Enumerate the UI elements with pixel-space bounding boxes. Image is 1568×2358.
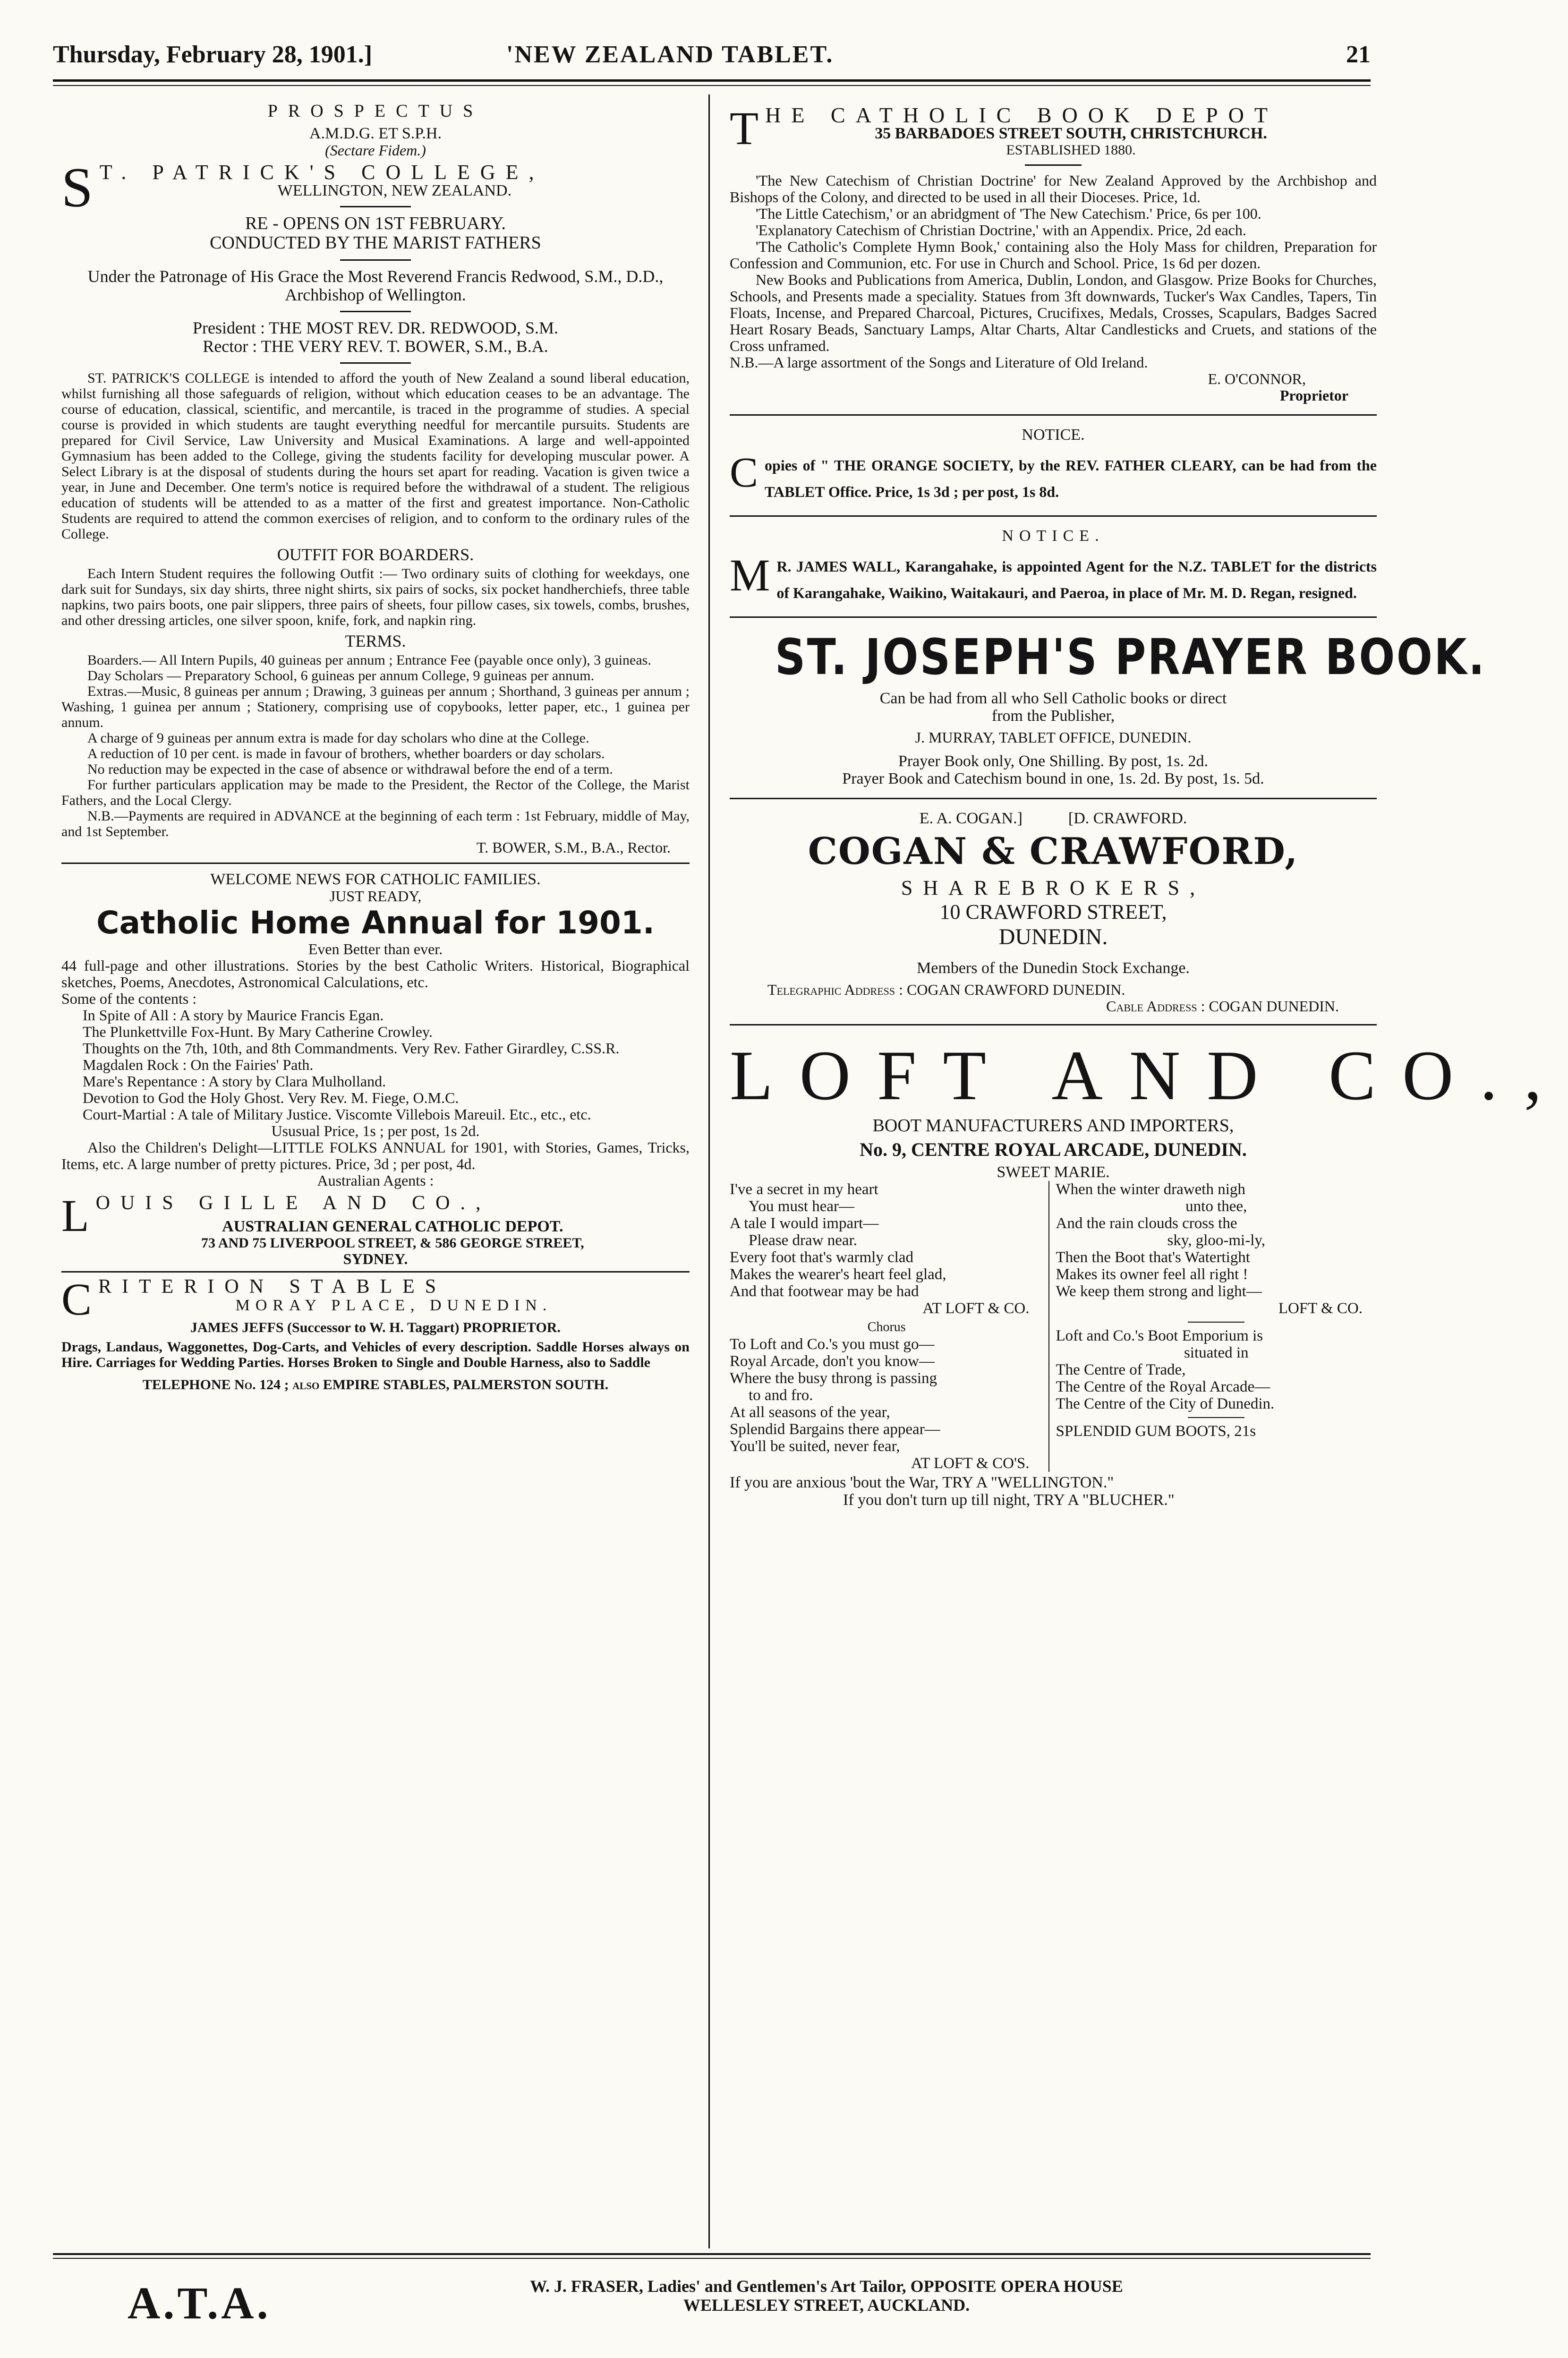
header-rule (53, 79, 1371, 82)
depot-address: 35 BARBADOES STREET SOUTH, CHRISTCHURCH. (875, 125, 1267, 142)
divider (340, 206, 411, 207)
cogan-members: Members of the Dunedin Stock Exchange. (917, 959, 1190, 977)
left-column (61, 102, 690, 1393)
divider (1025, 164, 1082, 166)
verse-line: We keep them strong and light— (1056, 1283, 1262, 1300)
divider (340, 311, 411, 312)
section-rule (61, 863, 690, 864)
annual-tagline: Even Better than ever. (308, 940, 443, 957)
poem-left (730, 1181, 1049, 1472)
criterion-telephone: TELEPHONE No. 124 ; also EMPIRE STABLES, PALMERSTON SOUTH. (142, 1377, 609, 1393)
gille-dropcap: L (61, 1190, 89, 1241)
fraser-line1: W. J. FRASER, Ladies' and Gentlemen's Art Tailor, OPPOSITE OPERA HOUSE (530, 2277, 1123, 2296)
page-header (53, 37, 1371, 76)
gum-boots-line: SPLENDID GUM BOOTS, 21s (1056, 1423, 1256, 1440)
prospectus-heading: PROSPECTUS (267, 101, 484, 121)
gille-city: SYDNEY. (343, 1250, 408, 1267)
header-date: Thursday, February 28, 1901.] (53, 41, 373, 68)
chorus-line: Where the busy throng is passing (730, 1370, 937, 1387)
section-rule (730, 515, 1377, 517)
cogan-name: COGAN & CRAWFORD, (808, 830, 1299, 873)
fraser-ad (378, 2277, 1275, 2315)
annual-description: 44 full-page and other illustrations. Stories by the best Catholic Writers. Historical, Biographical sketches, Poems, Anecdotes, Astronomical Calculations, etc. (61, 957, 690, 991)
emporium-line: The Centre of Trade, (1056, 1361, 1186, 1378)
college-title-block (61, 156, 690, 219)
rector-line: Rector : THE VERY REV. T. BOWER, S.M., B.A. (203, 337, 548, 356)
outfit-heading: OUTFIT FOR BOARDERS. (277, 545, 474, 564)
just-ready-line: JUST READY, (329, 888, 422, 905)
depot-title: HE CATHOLIC BOOK DEPOT (765, 103, 1278, 127)
criterion-services: Drags, Landaus, Waggonettes, Dog-Carts, and Vehicles of every description. Saddle Horses always on Hire. Carriages for Wedding Parties. Horses Broken to Single and Double Harness, also to Saddle (61, 1339, 690, 1370)
prayer-book-title: ST. JOSEPH'S PRAYER BOOK. (775, 628, 1486, 686)
agent-notice (730, 527, 1377, 606)
cogan-telegraphic: Telegraphic Address : COGAN CRAWFORD DUNEDIN. (767, 981, 1125, 998)
college-motto: (Sectare Fidem.) (325, 142, 426, 159)
terms-item: For further particulars application may be made to the President, the Rector of the College, the Marist Fathers, and the Local Clergy. (61, 777, 690, 808)
terms-item: Day Scholars — Preparatory School, 6 guineas per annum College, 9 guineas per annum. (87, 668, 595, 683)
notice1-dropcap: C (730, 449, 758, 496)
poem-right (1049, 1181, 1377, 1472)
depot-item: 'The Catholic's Complete Hymn Book,' containing also the Holy Mass for children, Preparation for Confession and Communion, etc. For use in Church and School. Price, 1s 6d per dozen. (730, 238, 1377, 272)
header-page-number: 21 (1346, 41, 1371, 68)
emporium-line: Loft and Co.'s Boot Emporium is (1056, 1327, 1263, 1344)
divider (340, 259, 411, 261)
criterion-proprietor: JAMES JEFFS (Successor to W. H. Taggart) PROPRIETOR. (190, 1320, 561, 1335)
header-title: 'NEW ZEALAND TABLET. (506, 41, 834, 68)
gille-name: OUIS GILLE AND CO., (95, 1192, 491, 1214)
depot-item: 'The Little Catechism,' or an abridgment of 'The New Catechism.' Price, 6s per 100. (756, 205, 1261, 222)
agents-label: Australian Agents : (317, 1172, 434, 1189)
section-rule (730, 414, 1377, 416)
st-josephs-prayer-book-ad (730, 628, 1486, 787)
contents-item: Mare's Repentance : A story by Clara Mulholland. (83, 1073, 386, 1090)
prayer-book-line1: Can be had from all who Sell Catholic books or direct (879, 690, 1227, 707)
right-column (730, 102, 1568, 1509)
verse-line: Then the Boot that's Watertight (1056, 1249, 1250, 1266)
emporium-line: situated in (1184, 1344, 1249, 1361)
amdg-line: A.M.D.G. ET S.P.H. (309, 125, 442, 142)
chorus-line: Royal Arcade, don't you know— (730, 1353, 935, 1370)
college-dropcap: S (61, 156, 93, 219)
criterion-title: RITERION STABLES (98, 1276, 447, 1298)
terms-item: A charge of 9 guineas per annum extra is made for day scholars who dine at the College. (87, 730, 589, 746)
college-location: WELLINGTON, NEW ZEALAND. (277, 182, 512, 199)
criterion-dropcap: C (61, 1274, 92, 1324)
terms-item: N.B.—Payments are required in ADVANCE at the beginning of each term : 1st February, middle of May, and 1st September. (61, 808, 690, 839)
rector-signature: T. BOWER, S.M., B.A., Rector. (477, 839, 671, 856)
divider (1188, 1322, 1244, 1323)
patronage-line: Under the Patronage of His Grace the Most Reverend Francis Redwood, S.M., D.D., Archbishop of Wellington. (87, 267, 664, 304)
verse-line: Makes its owner feel all right ! (1056, 1266, 1248, 1283)
prayer-book-price1: Prayer Book only, One Shilling. By post, 1s. 2d. (898, 752, 1209, 770)
depot-owner: E. O'CONNOR, (1208, 370, 1306, 387)
little-folks-annual: Also the Children's Delight—LITTLE FOLKS ANNUAL for 1901, with Stories, Games, Tricks, Items, etc. A large number of pretty pictures. Price, 3d ; per post, 4d. (61, 1139, 690, 1172)
reopens-line: RE - OPENS ON 1ST FEBRUARY. (245, 214, 506, 233)
cogan-crawford-ad (730, 810, 1377, 1015)
verse-line: LOFT & CO. (1278, 1300, 1363, 1317)
partner-cogan: E. A. COGAN.] (919, 810, 1023, 827)
chorus-line: To Loft and Co.'s you must go— (730, 1336, 935, 1353)
chorus-line: AT LOFT & CO'S. (911, 1455, 1030, 1472)
section-rule (730, 616, 1377, 618)
orange-society-notice (730, 426, 1377, 505)
chorus-line: At all seasons of the year, (730, 1404, 890, 1421)
loft-war-line: If you are anxious 'bout the War, TRY A "WELLINGTON." (730, 1474, 1114, 1491)
loft-address: No. 9, CENTRE ROYAL ARCADE, DUNEDIN. (860, 1139, 1247, 1160)
depot-dropcap: T (730, 102, 759, 154)
loft-night-line: If you don't turn up till night, TRY A "BLUCHER." (843, 1491, 1175, 1509)
verse-line: I've a secret in my heart (730, 1181, 878, 1198)
depot-item: 'The New Catechism of Christian Doctrine' for New Zealand Approved by the Archbishop and Bishops of the Colony, and directed to be used in all their Dioceses. Price, 1d. (730, 172, 1377, 205)
notice2-dropcap: M (730, 550, 770, 600)
loft-and-co-ad (730, 1035, 1568, 1509)
contents-item: Thoughts on the 7th, 10th, and 8th Commandments. Very Rev. Father Girardley, C.SS.R. (83, 1040, 620, 1057)
st-patricks-college-ad (61, 102, 690, 856)
contents-item: Devotion to God the Holy Ghost. Very Rev. M. Fiege, O.M.C. (83, 1089, 459, 1106)
depot-nb: N.B.—A large assortment of the Songs and Literature of Old Ireland. (730, 354, 1148, 371)
contents-item: The Plunkettville Fox-Hunt. By Mary Catherine Crowley. (83, 1023, 433, 1040)
chorus-line: You'll be suited, never fear, (730, 1438, 900, 1455)
section-rule (61, 1271, 690, 1273)
notice1-text: opies of " THE ORANGE SOCIETY, by the REV. FATHER CLEARY, can be had from the TABLET Office. Price, 1s 3d ; per post, 1s 8d. (765, 457, 1377, 500)
catholic-book-depot-ad (730, 102, 1377, 404)
louis-gille-ad (61, 1190, 690, 1267)
cogan-street: 10 CRAWFORD STREET, (939, 900, 1167, 923)
catholic-home-annual-ad (61, 871, 690, 1189)
divider (1188, 1417, 1244, 1418)
verse-line: Every foot that's warmly clad (730, 1249, 913, 1266)
divider (340, 362, 411, 364)
contents-item: In Spite of All : A story by Maurice Francis Egan. (83, 1007, 384, 1024)
prayer-book-line2: from the Publisher, (991, 707, 1115, 725)
emporium-line: The Centre of the Royal Arcade— (1056, 1378, 1270, 1395)
prayer-book-price2: Prayer Book and Catechism bound in one, 1s. 2d. By post, 1s. 5d. (842, 770, 1264, 787)
contents-item: Court-Martial : A tale of Military Justice. Viscomte Villebois Mareuil. Etc., etc., etc. (83, 1106, 591, 1123)
verse-line: You must hear— (749, 1198, 854, 1215)
gille-address: 73 AND 75 LIVERPOOL STREET, & 586 GEORGE STREET, (201, 1235, 584, 1251)
notice2-text: R. JAMES WALL, Karangahake, is appointed Agent for the N.Z. TABLET for the districts of Karangahake, Waikino, Waitakauri, and Paeroa, in place of Mr. M. D. Regan, resigned. (776, 558, 1377, 601)
loft-name: LOFT AND CO., (730, 1036, 1568, 1115)
verse-line: unto thee, (1185, 1198, 1247, 1215)
cogan-profession: SHAREBROKERS, (901, 876, 1206, 899)
section-rule (730, 1024, 1377, 1025)
college-intro: ST. PATRICK'S COLLEGE is intended to afford the youth of New Zealand a sound liberal education, whilst furnishing all those safeguards of religion, without which education ceases to be an advantage. The course of education, classical, scientific, and mercantile, is traced in the programme of studies. A special course is provided in which students are taught everything needful for mercantile pursuits. Students are prepared for Civil Service, Law University and Musical Examinations. A large and well-appointed Gymnasium has been added to the College, giving the students facility for developing muscular power. A Select Library is at the disposal of students during the hours set apart for reading. Vacation is given twice a year, in June and December. One term's notice is required before the withdrawal of a student. The religious education of students will be attended to as a matter of the first and greatest importance. Non-Catholic Students are required to attend the common exercises of religion, and to conform to the ordinary rules of the College. (61, 370, 690, 542)
terms-item: A reduction of 10 per cent. is made in favour of brothers, whether boarders or day scholars. (87, 746, 605, 761)
welcome-line: WELCOME NEWS FOR CATHOLIC FAMILIES. (210, 871, 541, 888)
header-rule-thin (53, 85, 1371, 86)
cogan-city: DUNEDIN. (998, 924, 1108, 949)
loft-poem (730, 1181, 1377, 1472)
gille-depot: AUSTRALIAN GENERAL CATHOLIC DEPOT. (222, 1218, 563, 1235)
depot-item: New Books and Publications from America, Dublin, London, and Glasgow. Prize Books for Churches, Schools, and Presents made a speciality. Statues from 3ft downwards, Tucker's Wax Candles, Tapers, Tin Floats, Incense, and Prepared Charcoal, Pictures, Crucifixes, Medals, Crosses, Scapulars, Badges Sacred Heart Rosary Beads, Sanctuary Lamps, Altar Charts, Altar Candlesticks and Cruets, and stations of the Cross unframed. (730, 271, 1377, 354)
partner-crawford: [D. CRAWFORD. (1068, 810, 1187, 827)
emporium-line: The Centre of the City of Dunedin. (1056, 1395, 1275, 1412)
cogan-partners (730, 810, 1377, 827)
footer-rule-thin (53, 2258, 1371, 2259)
annual-price: Ususual Price, 1s ; per post, 1s 2d. (271, 1122, 480, 1139)
notice-heading: NOTICE. (1002, 527, 1105, 545)
notice-heading: NOTICE. (1022, 426, 1085, 444)
outfit-text: Each Intern Student requires the following Outfit :— Two ordinary suits of clothing for weekdays, one dark suit for Sundays, six day shirts, three night shirts, six pairs of socks, six pocket handherchiefs, three table napkins, two pairs boots, one pair slippers, three pairs of sheets, four pillow cases, six towels, combs, brushes, and other dressing articles, one silver spoon, knife, fork, and napkin ring. (61, 566, 690, 628)
section-rule (730, 798, 1377, 799)
president-line: President : THE MOST REV. DR. REDWOOD, S.M. (192, 318, 559, 337)
verse-line: A tale I would impart— (730, 1215, 879, 1232)
contents-item: Magdalen Rock : On the Fairies' Path. (83, 1056, 314, 1073)
verse-line: AT LOFT & CO. (922, 1300, 1030, 1317)
depot-owner-title: Proprietor (1279, 387, 1348, 404)
college-title: T. PATRICK'S COLLEGE, (99, 161, 545, 184)
depot-item: 'Explanatory Catechism of Christian Doctrine,' with an Appendix. Price, 2d each. (756, 222, 1246, 239)
loft-trade: BOOT MANUFACTURERS AND IMPORTERS, (872, 1116, 1234, 1136)
verse-line: Please draw near. (749, 1232, 857, 1249)
chorus-line: to and fro. (749, 1387, 813, 1404)
criterion-place: MORAY PLACE, DUNEDIN. (235, 1297, 553, 1314)
conducted-line: CONDUCTED BY THE MARIST FATHERS (210, 233, 541, 253)
cogan-cable: Cable Address : COGAN DUNEDIN. (1106, 998, 1339, 1015)
loft-song-title: SWEET MARIE. (997, 1163, 1110, 1181)
verse-line: When the winter draweth nigh (1056, 1181, 1245, 1198)
terms-item: Extras.—Music, 8 guineas per annum ; Drawing, 3 guineas per annum ; Shorthand, 3 guineas per annum ; Washing, 1 guinea per annum ; Stationery, comprising use of copybooks, letter paper, etc., 1 guinea per annum. (61, 683, 690, 730)
verse-line: And that footwear may be had (730, 1283, 919, 1300)
chorus-label: Chorus (867, 1320, 906, 1334)
terms-item: Boarders.— All Intern Pupils, 40 guineas per annum ; Entrance Fee (payable once only), 3 guineas. (87, 652, 651, 668)
verse-line: And the rain clouds cross the (1056, 1215, 1237, 1232)
depot-established: ESTABLISHED 1880. (1006, 142, 1136, 158)
contents-label: Some of the contents : (61, 990, 197, 1007)
footer-rule (53, 2253, 1371, 2255)
verse-line: sky, gloo-mi-ly, (1167, 1232, 1265, 1249)
verse-line: Makes the wearer's heart feel glad, (730, 1266, 946, 1283)
fraser-line2: WELLESLEY STREET, AUCKLAND. (683, 2296, 970, 2315)
prayer-book-publisher: J. MURRAY, TABLET OFFICE, DUNEDIN. (915, 729, 1192, 746)
criterion-stables-ad (61, 1274, 690, 1393)
annual-title: Catholic Home Annual for 1901. (96, 905, 655, 941)
terms-item: No reduction may be expected in the case of absence or withdrawal before the end of a term. (87, 761, 613, 777)
chorus-line: Splendid Bargains there appear— (730, 1421, 940, 1438)
terms-heading: TERMS. (345, 632, 406, 650)
column-divider (708, 94, 710, 2248)
ata-logo: A.T.A. (128, 2278, 271, 2328)
